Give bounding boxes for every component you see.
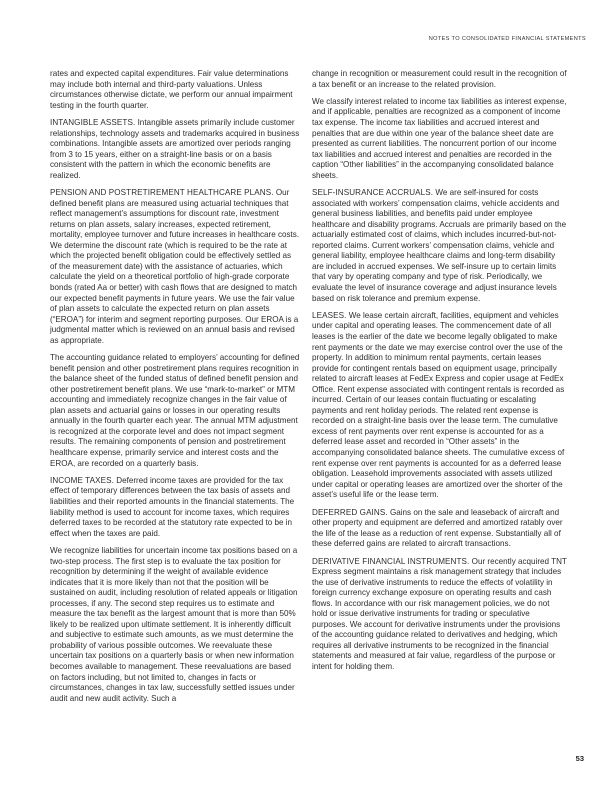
paragraph-text: rates and expected capital expenditures. Fair value determinations may include both internal and third-party valuations. Unless circumstances otherwise dictate, we perform our annual impairment testing in the fourth quarter. — [50, 69, 293, 110]
section-heading: LEASES. — [312, 310, 347, 320]
paragraph-text: Our defined benefit plans are measured using actuarial techniques that reflect management’s assumptions for discount rate, investment returns on plan assets, salary increases, expected retirement, mortality, employee turnover and future increases in healthcare costs. We determine the discount rate (which is required to be the rate at which the projected benefit obligation could be effectively settled as of the measurement date) with the assistance of actuaries, which calculate the yield on a theoretical portfolio of high-grade corporate bonds (rated Aa or better) with cash flows that are designed to match our expected benefit payments in future years. We use the fair value of plan assets to calculate the expected return on plan assets (“EROA”) for interim and segment reporting purposes. Our EROA is a judgmental matter which is reviewed on an annual basis and revised as appropriate. — [50, 188, 300, 345]
paragraph — [312, 69, 567, 90]
section-heading: INCOME TAXES. — [50, 475, 114, 485]
section-heading: DERIVATIVE FINANCIAL INSTRUMENTS. — [312, 556, 470, 566]
paragraph — [312, 557, 567, 673]
left-column — [50, 69, 300, 711]
section-heading: SELF-INSURANCE ACCRUALS. — [312, 188, 434, 198]
running-head: NOTES TO CONSOLIDATED FINANCIAL STATEMENTS — [428, 36, 586, 42]
paragraph — [312, 188, 567, 304]
paragraph — [312, 311, 567, 501]
paragraph-text: Our recently acquired TNT Express segment maintains a risk management strategy that includes the use of derivative instruments to reduce the effects of volatility in foreign currency exchange exposure on operating results and cash flows. In accordance with our risk management policies, we do not hold or issue derivative instruments for trading or speculative purposes. We account for derivative instruments under the provisions of the accounting guidance related to derivatives and hedging, which requires all derivative instruments to be recognized in the financial statements and measured at fair value, regardless of the purpose or intent for holding them. — [312, 556, 567, 671]
paragraph — [50, 353, 300, 469]
paragraph — [50, 118, 300, 181]
section-heading: PENSION AND POSTRETIREMENT HEALTHCARE PLANS. — [50, 188, 274, 198]
paragraph-text: Gains on the sale and leaseback of aircraft and other property and equipment are deferred and amortized ratably over the life of the lease as a reduction of rent expense. Substantially all of these deferred gains are related to aircraft transactions. — [312, 507, 563, 549]
paragraph-text: We classify interest related to income tax liabilities as interest expense, and if applicable, penalties are recognized as a component of income tax expense. The income tax liabilities and accrued interest and penalties that are due within one year of the balance sheet date are presented as current liabilities. The noncurrent portion of our income tax liabilities and accrued interest and penalties are recorded in the caption “Other liabilities” in the accompanying consolidated balance sheets. — [312, 96, 567, 180]
right-column — [312, 69, 567, 679]
section-heading: INTANGIBLE ASSETS. — [50, 117, 136, 127]
paragraph-text: The accounting guidance related to employers’ accounting for defined benefit pension and other postretirement plans requires recognition in the balance sheet of the funded status of defined benefit pension and other postretirement benefit plans. We use “mark-to-market” or MTM accounting and immediately recognize changes in the fair value of plan assets and actuarial gains or losses in our operating results annually in the fourth quarter each year. The annual MTM adjustment is recognized at the corporate level and does not impact segment results. The remaining components of pension and postretirement healthcare expense, primarily service and interest costs and the EROA, are recorded on a quarterly basis. — [50, 353, 300, 468]
paragraph — [312, 97, 567, 181]
paragraph-text: Intangible assets primarily include customer relationships, technology assets and trademarks acquired in business combinations. Intangible assets are amortized over periods ranging from 3 to 15 years, either on a straight-line basis or on a basis consistent with the pattern in which the economic benefits are realized. — [50, 117, 300, 180]
paragraph — [50, 69, 300, 111]
paragraph-text: Deferred income taxes are provided for the tax effect of temporary differences between the tax basis of assets and liabilities and their reported amounts in the financial statements. The liability method is used to account for income taxes, which requires deferred taxes to be recorded at the statutory rate expected to be in effect when the taxes are paid. — [50, 475, 295, 538]
paragraph-text: change in recognition or measurement could result in the recognition of a tax benefit or an increase to the related provision. — [312, 69, 567, 89]
paragraph — [312, 508, 567, 550]
paragraph — [50, 188, 300, 346]
paragraph-text: We are self-insured for costs associated with workers’ compensation claims, vehicle accidents and general business liabilities, and benefits paid under employee healthcare and disability programs. Accruals are primarily based on the actuarially estimated cost of claims, which includes incurred-but-not-reported claims. Current workers’ compensation claims, vehicle and general liability, employee healthcare claims and long-term disability are included in accrued expenses. We self-insure up to certain limits that vary by operating company and type of risk. Periodically, we evaluate the level of insurance coverage and adjust insurance levels based on risk tolerance and premium expense. — [312, 188, 567, 303]
paragraph-text: We lease certain aircraft, facilities, equipment and vehicles under capital and operating leases. The commencement date of all leases is the earlier of the date we become legally obligated to make rent payments or the date we may exercise control over the use of the property. In addition to minimum rental payments, certain leases provide for contingent rentals based on equipment usage, principally related to aircraft leases at FedEx Express and copier usage at FedEx Office. Rent expense associated with contingent rentals is recorded as incurred. Certain of our leases contain fluctuating or escalating payments and rent holiday periods. The related rent expense is recorded on a straight-line basis over the lease term. The cumulative excess of rent payments over rent expense is accounted for as a deferred lease asset and recorded in “Other assets” in the accompanying consolidated balance sheets. The cumulative excess of rent expense over rent payments is accounted for as a deferred lease obligation. Leasehold improvements associated with assets utilized under capital or operating leases are amortized over the shorter of the asset’s useful life or the lease term. — [312, 310, 565, 500]
paragraph — [50, 546, 300, 704]
page-number: 53 — [575, 754, 584, 763]
paragraph-text: We recognize liabilities for uncertain income tax positions based on a two-step process. The first step is to evaluate the tax position for recognition by determining if the weight of available evidence indicates that it is more likely than not that the position will be sustained on audit, including resolution of related appeals or litigation processes, if any. The second step requires us to estimate and measure the tax benefit as the largest amount that is more than 50% likely to be realized upon ultimate settlement. It is inherently difficult and subjective to estimate such amounts, as we must determine the probability of various possible outcomes. We reevaluate these uncertain tax positions on a quarterly basis or when new information becomes available to management. These reevaluations are based on factors including, but not limited to, changes in facts or circumstances, changes in tax law, successfully settled issues under audit and new audit activity. Such a — [50, 545, 298, 703]
paragraph — [50, 476, 300, 539]
section-heading: DEFERRED GAINS. — [312, 507, 388, 517]
